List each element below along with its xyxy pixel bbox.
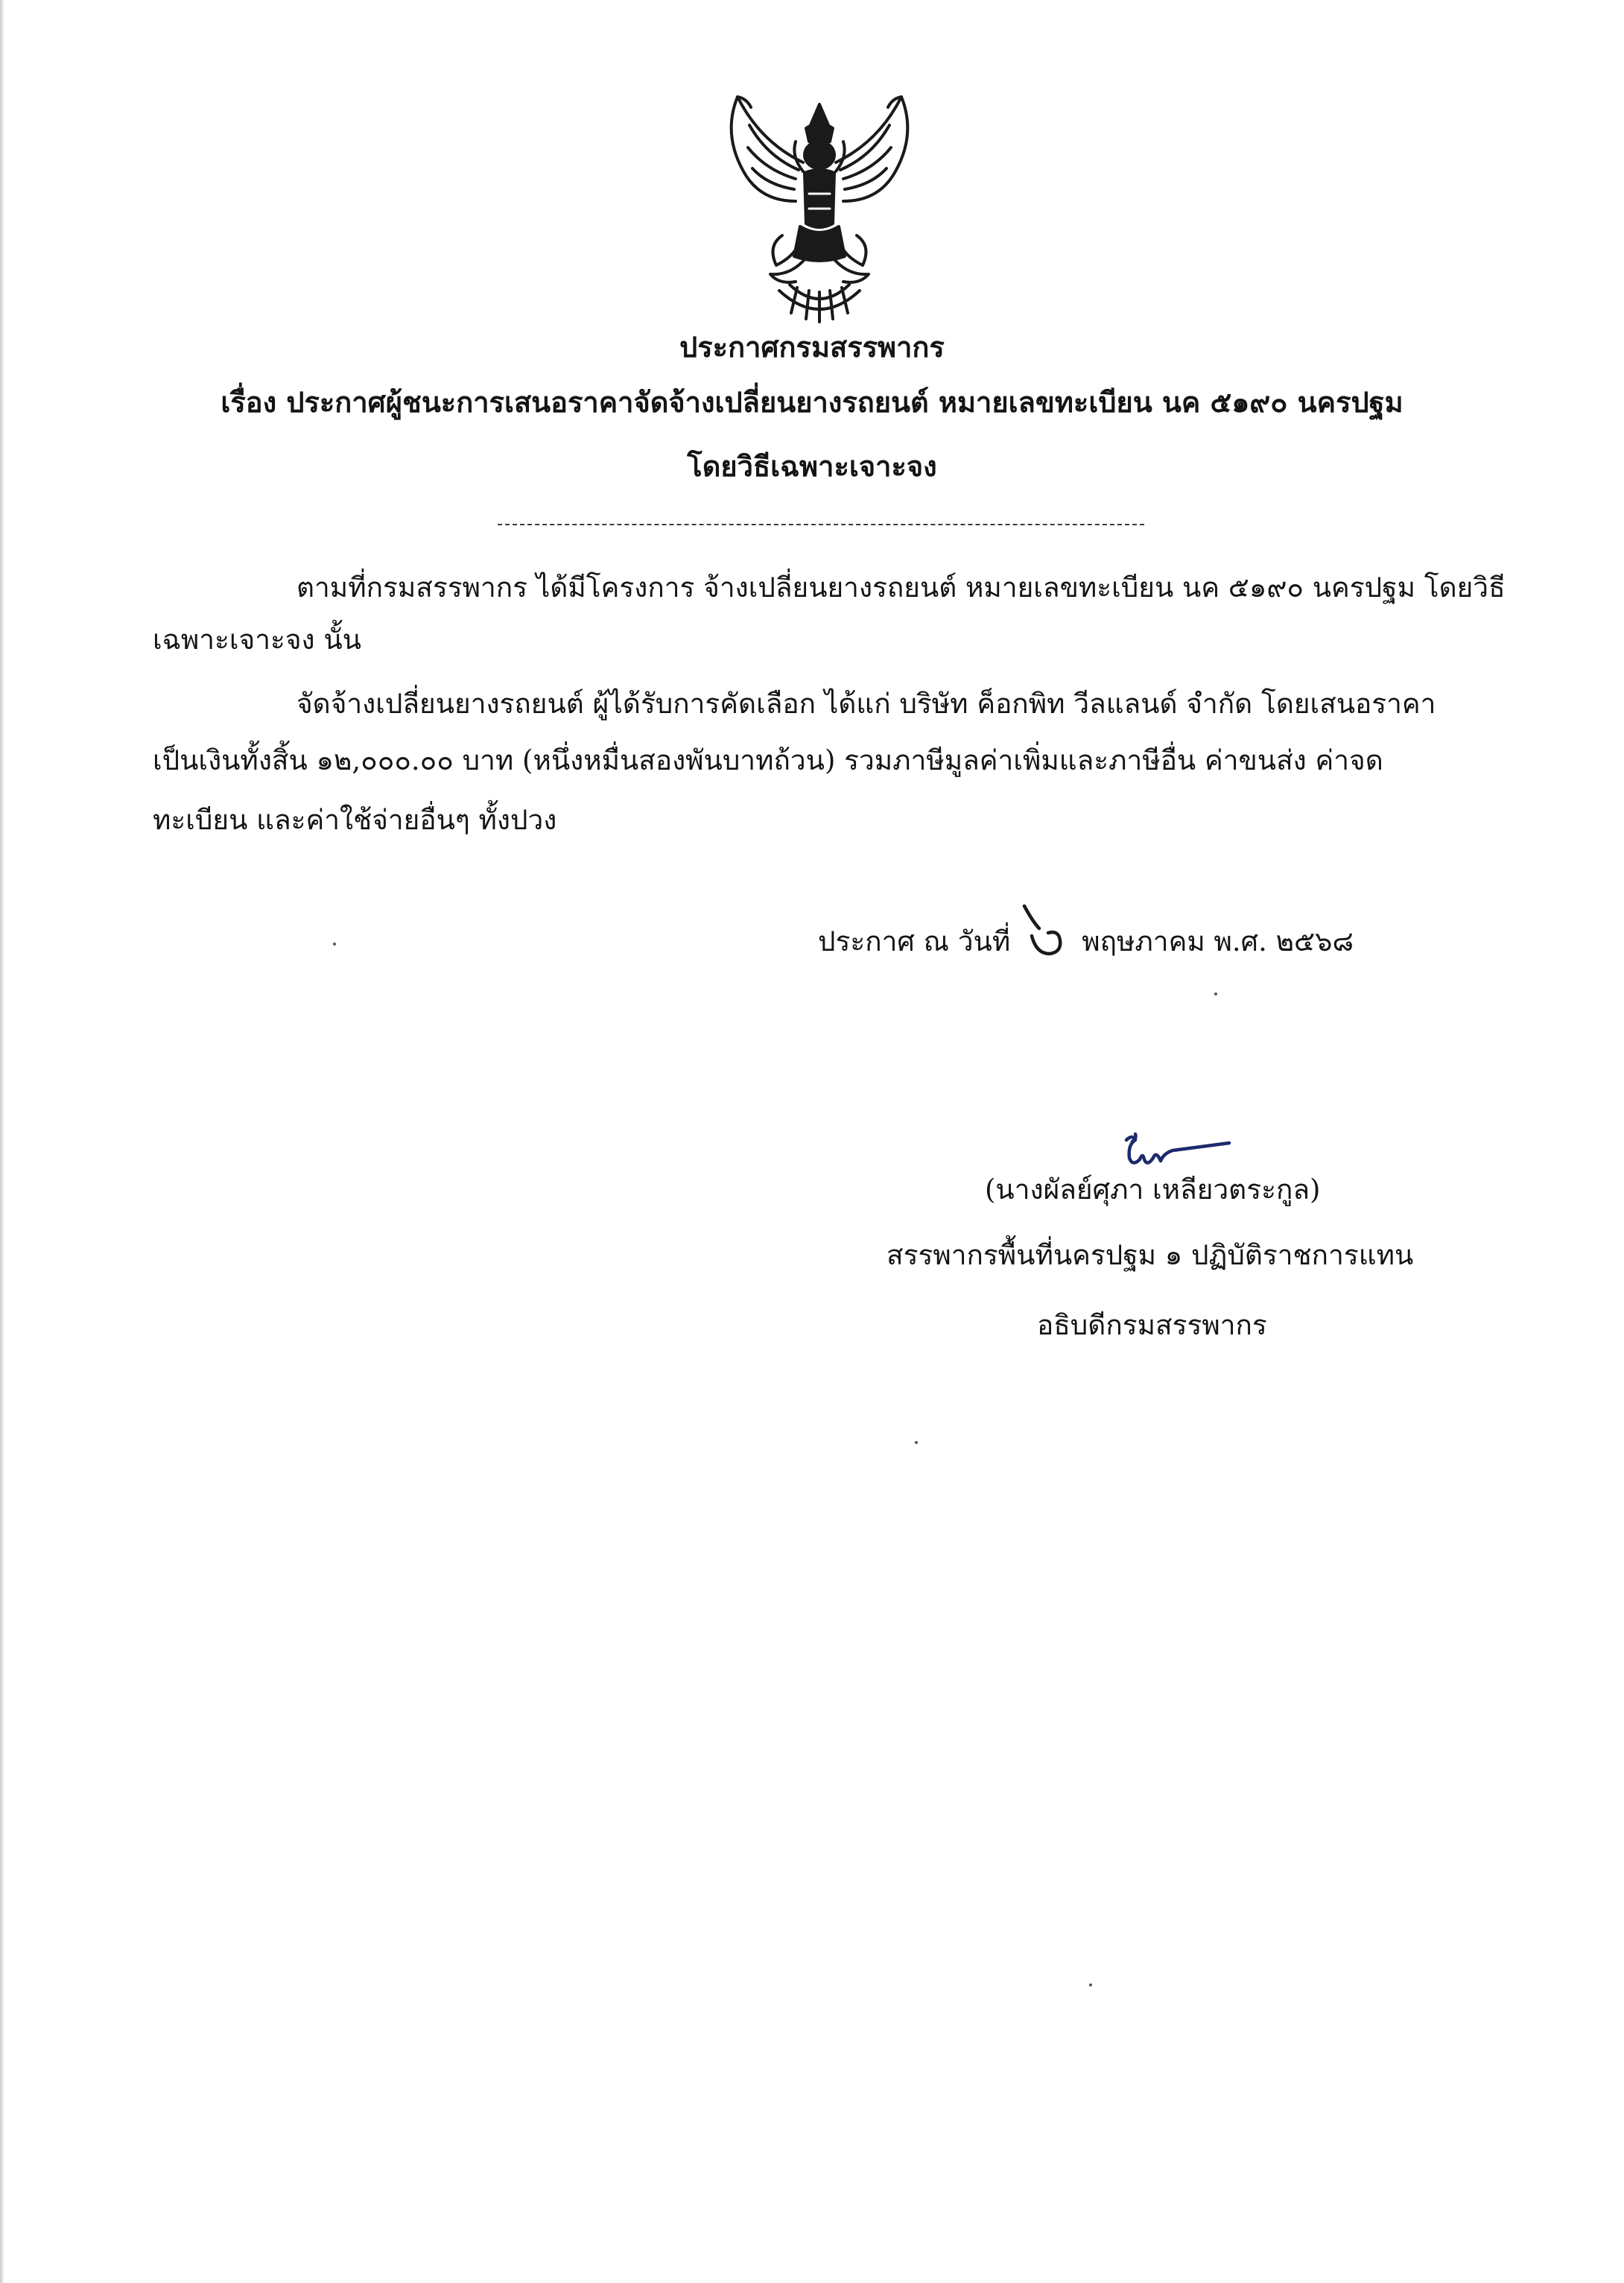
- scan-speck: [1089, 1983, 1092, 1986]
- signature-mark: [1117, 1131, 1237, 1176]
- paragraph-2-line-1: จัดจ้างเปลี่ยนยางรถยนต์ ผู้ได้รับการคัดเลือก ได้แก่ บริษัท ค็อกพิท วีลแลนด์ จำกัด โดยเสนอราคา: [296, 688, 1436, 720]
- date-prefix: ประกาศ ณ วันที่: [818, 925, 1011, 957]
- signatory-title: อธิบดีกรมสรรพากร: [1037, 1309, 1267, 1341]
- document-subject: เรื่อง ประกาศผู้ชนะการเสนอราคาจัดจ้างเปลี่ยนยางรถยนต์ หมายเลขทะเบียน นค ๕๑๙๐ นครปฐม: [221, 385, 1403, 419]
- paragraph-1-line-2: เฉพาะเจาะจง นั้น: [153, 624, 361, 656]
- paragraph-2-line-2: เป็นเงินทั้งสิ้น ๑๒,๐๐๐.๐๐ บาท (หนึ่งหมื่นสองพันบาทถ้วน) รวมภาษีมูลค่าเพิ่มและภาษีอื่น ค่าขนส่ง ค่าจด: [153, 744, 1383, 776]
- paragraph-1-line-1: ตามที่กรมสรรพากร ได้มีโครงการ จ้างเปลี่ยนยางรถยนต์ หมายเลขทะเบียน นค ๕๑๙๐ นครปฐม โดยวิธี: [296, 571, 1506, 604]
- handwritten-day: [1017, 902, 1069, 961]
- date-month-year: พฤษภาคม พ.ศ. ๒๕๖๘: [1082, 925, 1354, 957]
- scan-speck: [915, 1441, 918, 1444]
- signatory-position: สรรพากรพื้นที่นครปฐม ๑ ปฏิบัติราชการแทน: [886, 1239, 1414, 1271]
- paragraph-2-line-3: ทะเบียน และค่าใช้จ่ายอื่นๆ ทั้งปวง: [153, 804, 557, 836]
- header-divider: [498, 524, 1144, 525]
- procurement-method: โดยวิธีเฉพาะเจาะจง: [687, 449, 937, 483]
- document-title: ประกาศกรมสรรพากร: [679, 330, 945, 364]
- scan-speck: [1214, 992, 1217, 995]
- signatory-name: (นางผัลย์ศุภา เหลียวตระกูล): [985, 1174, 1321, 1206]
- garuda-emblem-icon: [708, 89, 931, 328]
- announcement-date: [818, 922, 1354, 962]
- scan-speck: [333, 943, 336, 946]
